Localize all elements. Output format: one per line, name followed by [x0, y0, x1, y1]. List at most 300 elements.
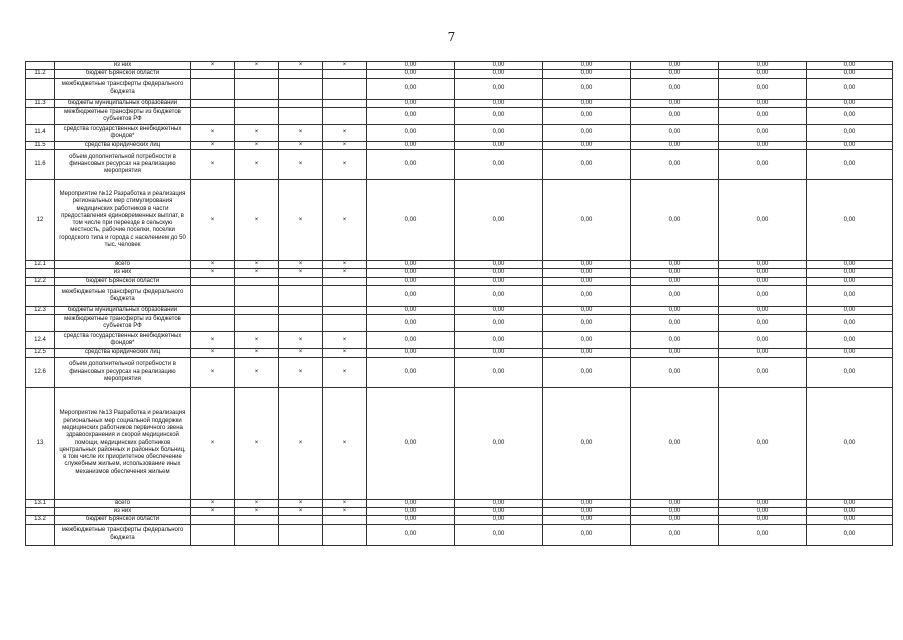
value-cell: 0,00 [807, 524, 893, 545]
value-cell: 0,00 [455, 269, 543, 277]
value-cell: 0,00 [631, 180, 719, 261]
mark-cell: × [279, 141, 323, 149]
mark-cell [279, 286, 323, 307]
value-cell: 0,00 [807, 150, 893, 180]
table-row [26, 332, 893, 349]
value-cell: 0,00 [631, 150, 719, 180]
mark-cell: × [323, 507, 367, 515]
value-cell: 0,00 [367, 507, 455, 515]
value-cell: 0,00 [455, 315, 543, 332]
value-cell: 0,00 [631, 107, 719, 124]
value-cell: 0,00 [719, 387, 807, 499]
mark-cell: × [191, 387, 235, 499]
value-cell: 0,00 [719, 286, 807, 307]
mark-cell [323, 307, 367, 315]
row-description: бюджеты муниципальных образований [55, 99, 191, 107]
table-row [26, 62, 893, 70]
row-description: из них [55, 269, 191, 277]
mark-cell [235, 277, 279, 285]
table-row [26, 315, 893, 332]
mark-cell: × [279, 499, 323, 507]
mark-cell: × [235, 332, 279, 349]
value-cell: 0,00 [543, 141, 631, 149]
value-cell: 0,00 [807, 507, 893, 515]
row-description: средства юридических лиц [55, 141, 191, 149]
value-cell: 0,00 [631, 499, 719, 507]
table-row [26, 70, 893, 78]
value-cell: 0,00 [367, 516, 455, 524]
value-cell: 0,00 [455, 62, 543, 70]
mark-cell: × [323, 62, 367, 70]
value-cell: 0,00 [543, 315, 631, 332]
value-cell: 0,00 [455, 124, 543, 141]
value-cell: 0,00 [367, 332, 455, 349]
value-cell: 0,00 [455, 286, 543, 307]
row-number [26, 62, 55, 70]
table-row [26, 277, 893, 285]
mark-cell: × [279, 180, 323, 261]
value-cell: 0,00 [807, 261, 893, 269]
value-cell: 0,00 [807, 387, 893, 499]
table-row [26, 180, 893, 261]
table-row [26, 349, 893, 357]
mark-cell: × [235, 261, 279, 269]
value-cell: 0,00 [367, 180, 455, 261]
mark-cell: × [191, 349, 235, 357]
value-cell: 0,00 [367, 269, 455, 277]
value-cell: 0,00 [807, 269, 893, 277]
value-cell: 0,00 [631, 524, 719, 545]
value-cell: 0,00 [367, 387, 455, 499]
row-number: 13.1 [26, 499, 55, 507]
value-cell: 0,00 [543, 107, 631, 124]
value-cell: 0,00 [543, 150, 631, 180]
value-cell: 0,00 [543, 286, 631, 307]
row-number [26, 507, 55, 515]
value-cell: 0,00 [807, 286, 893, 307]
value-cell: 0,00 [631, 70, 719, 78]
row-number: 12.5 [26, 349, 55, 357]
value-cell: 0,00 [543, 269, 631, 277]
row-description: Мероприятие №13 Разработка и реализация региональных мер социальной поддержки медицинских работников первичного звена здравоохранения и скорой медицинской помощи, медицинских работников центральных районных и районных больниц, в том числе их приоритетное обеспечение служебным жильем, использование иных механизмов обеспечения жильем [55, 387, 191, 499]
value-cell: 0,00 [455, 499, 543, 507]
value-cell: 0,00 [367, 62, 455, 70]
value-cell: 0,00 [543, 78, 631, 99]
value-cell: 0,00 [807, 124, 893, 141]
page-number: 7 [447, 30, 456, 44]
value-cell: 0,00 [367, 315, 455, 332]
mark-cell [323, 107, 367, 124]
mark-cell: × [323, 150, 367, 180]
mark-cell [191, 107, 235, 124]
value-cell: 0,00 [543, 524, 631, 545]
value-cell: 0,00 [807, 516, 893, 524]
table-row [26, 387, 893, 499]
value-cell: 0,00 [543, 332, 631, 349]
table-row [26, 507, 893, 515]
value-cell: 0,00 [719, 107, 807, 124]
row-description: бюджеты муниципальных образований [55, 307, 191, 315]
mark-cell [279, 107, 323, 124]
mark-cell: × [323, 141, 367, 149]
mark-cell: × [191, 124, 235, 141]
value-cell: 0,00 [455, 524, 543, 545]
row-description: межбюджетные трансферты федерального бюджета [55, 78, 191, 99]
value-cell: 0,00 [367, 70, 455, 78]
value-cell: 0,00 [367, 349, 455, 357]
value-cell: 0,00 [543, 180, 631, 261]
value-cell: 0,00 [719, 78, 807, 99]
table-row [26, 524, 893, 545]
mark-cell [235, 315, 279, 332]
row-description: всего [55, 261, 191, 269]
table-row [26, 357, 893, 387]
mark-cell [279, 70, 323, 78]
value-cell: 0,00 [543, 99, 631, 107]
value-cell: 0,00 [543, 70, 631, 78]
value-cell: 0,00 [543, 261, 631, 269]
mark-cell: × [323, 180, 367, 261]
mark-cell: × [235, 62, 279, 70]
table-body [26, 62, 893, 546]
value-cell: 0,00 [807, 78, 893, 99]
mark-cell: × [323, 124, 367, 141]
mark-cell [279, 524, 323, 545]
value-cell: 0,00 [455, 261, 543, 269]
value-cell: 0,00 [631, 62, 719, 70]
value-cell: 0,00 [455, 387, 543, 499]
value-cell: 0,00 [543, 516, 631, 524]
row-number: 11.6 [26, 150, 55, 180]
value-cell: 0,00 [631, 507, 719, 515]
mark-cell [235, 78, 279, 99]
mark-cell: × [191, 357, 235, 387]
mark-cell [235, 524, 279, 545]
value-cell: 0,00 [455, 357, 543, 387]
mark-cell: × [279, 357, 323, 387]
value-cell: 0,00 [719, 357, 807, 387]
mark-cell: × [235, 150, 279, 180]
mark-cell [323, 524, 367, 545]
value-cell: 0,00 [543, 499, 631, 507]
mark-cell: × [323, 261, 367, 269]
value-cell: 0,00 [543, 357, 631, 387]
value-cell: 0,00 [543, 124, 631, 141]
value-cell: 0,00 [455, 150, 543, 180]
value-cell: 0,00 [631, 307, 719, 315]
value-cell: 0,00 [455, 107, 543, 124]
value-cell: 0,00 [367, 78, 455, 99]
row-description: объем дополнительной потребности в финансовых ресурсах на реализацию мероприятия [55, 357, 191, 387]
mark-cell: × [235, 357, 279, 387]
mark-cell: × [279, 150, 323, 180]
value-cell: 0,00 [367, 150, 455, 180]
table-row [26, 261, 893, 269]
value-cell: 0,00 [367, 261, 455, 269]
mark-cell [191, 286, 235, 307]
mark-cell [191, 524, 235, 545]
mark-cell [191, 99, 235, 107]
value-cell: 0,00 [807, 107, 893, 124]
value-cell: 0,00 [631, 78, 719, 99]
value-cell: 0,00 [719, 277, 807, 285]
mark-cell: × [279, 507, 323, 515]
row-number: 12.6 [26, 357, 55, 387]
mark-cell: × [279, 124, 323, 141]
mark-cell: × [235, 507, 279, 515]
mark-cell: × [323, 387, 367, 499]
value-cell: 0,00 [631, 357, 719, 387]
value-cell: 0,00 [719, 315, 807, 332]
value-cell: 0,00 [631, 286, 719, 307]
row-description: Мероприятие №12 Разработка и реализация региональных мер стимулирования медицинских работников в части предоставления единовременных выплат, в том числе при переезде в сельскую местность, рабочие поселки, поселки городского типа и города с населением до 50 тыс. человек [55, 180, 191, 261]
value-cell: 0,00 [367, 141, 455, 149]
mark-cell [323, 70, 367, 78]
value-cell: 0,00 [367, 286, 455, 307]
value-cell: 0,00 [631, 124, 719, 141]
mark-cell [323, 516, 367, 524]
row-description: межбюджетные трансферты федерального бюджета [55, 524, 191, 545]
table-row [26, 286, 893, 307]
table-row [26, 516, 893, 524]
value-cell: 0,00 [455, 180, 543, 261]
mark-cell [279, 307, 323, 315]
value-cell: 0,00 [367, 307, 455, 315]
row-number: 11.5 [26, 141, 55, 149]
value-cell: 0,00 [719, 516, 807, 524]
value-cell: 0,00 [455, 78, 543, 99]
mark-cell: × [191, 332, 235, 349]
row-number: 11.2 [26, 70, 55, 78]
table-row [26, 107, 893, 124]
row-number [26, 286, 55, 307]
row-number: 12.4 [26, 332, 55, 349]
value-cell: 0,00 [631, 332, 719, 349]
value-cell: 0,00 [807, 70, 893, 78]
value-cell: 0,00 [631, 349, 719, 357]
value-cell: 0,00 [631, 141, 719, 149]
value-cell: 0,00 [719, 524, 807, 545]
mark-cell: × [279, 349, 323, 357]
value-cell: 0,00 [543, 349, 631, 357]
row-number [26, 524, 55, 545]
mark-cell [235, 286, 279, 307]
value-cell: 0,00 [807, 315, 893, 332]
mark-cell: × [191, 180, 235, 261]
mark-cell [279, 277, 323, 285]
row-number: 11.3 [26, 99, 55, 107]
mark-cell [191, 78, 235, 99]
mark-cell: × [235, 141, 279, 149]
value-cell: 0,00 [543, 387, 631, 499]
row-number: 13 [26, 387, 55, 499]
mark-cell: × [191, 499, 235, 507]
value-cell: 0,00 [455, 332, 543, 349]
table-row [26, 307, 893, 315]
value-cell: 0,00 [807, 62, 893, 70]
value-cell: 0,00 [719, 141, 807, 149]
row-description: бюджет Брянской области [55, 516, 191, 524]
row-description: из них [55, 62, 191, 70]
mark-cell [191, 70, 235, 78]
mark-cell [235, 307, 279, 315]
value-cell: 0,00 [455, 70, 543, 78]
value-cell: 0,00 [807, 180, 893, 261]
value-cell: 0,00 [631, 387, 719, 499]
mark-cell [191, 315, 235, 332]
mark-cell: × [279, 261, 323, 269]
value-cell: 0,00 [807, 307, 893, 315]
value-cell: 0,00 [807, 99, 893, 107]
value-cell: 0,00 [719, 62, 807, 70]
row-description: из них [55, 507, 191, 515]
table-row [26, 499, 893, 507]
mark-cell: × [191, 141, 235, 149]
row-number [26, 269, 55, 277]
mark-cell [323, 78, 367, 99]
mark-cell: × [279, 387, 323, 499]
mark-cell [279, 78, 323, 99]
value-cell: 0,00 [719, 70, 807, 78]
mark-cell [191, 277, 235, 285]
value-cell: 0,00 [631, 269, 719, 277]
value-cell: 0,00 [719, 180, 807, 261]
value-cell: 0,00 [455, 99, 543, 107]
mark-cell [323, 315, 367, 332]
row-number: 11.4 [26, 124, 55, 141]
value-cell: 0,00 [543, 62, 631, 70]
value-cell: 0,00 [631, 99, 719, 107]
value-cell: 0,00 [455, 141, 543, 149]
value-cell: 0,00 [719, 499, 807, 507]
mark-cell [235, 516, 279, 524]
mark-cell: × [323, 357, 367, 387]
mark-cell: × [323, 349, 367, 357]
row-description: бюджет Брянской области [55, 277, 191, 285]
mark-cell [323, 99, 367, 107]
row-number: 12.2 [26, 277, 55, 285]
value-cell: 0,00 [631, 261, 719, 269]
table-row [26, 269, 893, 277]
mark-cell: × [235, 124, 279, 141]
row-number: 12 [26, 180, 55, 261]
mark-cell: × [191, 62, 235, 70]
value-cell: 0,00 [367, 524, 455, 545]
table-row [26, 99, 893, 107]
value-cell: 0,00 [719, 99, 807, 107]
value-cell: 0,00 [543, 507, 631, 515]
mark-cell [323, 286, 367, 307]
value-cell: 0,00 [367, 107, 455, 124]
mark-cell: × [191, 269, 235, 277]
row-number [26, 315, 55, 332]
value-cell: 0,00 [807, 349, 893, 357]
value-cell: 0,00 [631, 516, 719, 524]
mark-cell: × [279, 332, 323, 349]
row-description: средства государственных внебюджетных фондов* [55, 332, 191, 349]
value-cell: 0,00 [631, 315, 719, 332]
row-description: межбюджетные трансферты из бюджетов субъектов РФ [55, 107, 191, 124]
mark-cell: × [323, 332, 367, 349]
mark-cell: × [191, 507, 235, 515]
row-description: межбюджетные трансферты федерального бюджета [55, 286, 191, 307]
value-cell: 0,00 [807, 357, 893, 387]
mark-cell [235, 107, 279, 124]
mark-cell: × [279, 269, 323, 277]
value-cell: 0,00 [719, 150, 807, 180]
value-cell: 0,00 [367, 124, 455, 141]
value-cell: 0,00 [631, 277, 719, 285]
financing-table [25, 61, 893, 546]
mark-cell: × [235, 349, 279, 357]
value-cell: 0,00 [807, 277, 893, 285]
mark-cell [279, 516, 323, 524]
mark-cell: × [323, 499, 367, 507]
mark-cell [279, 315, 323, 332]
row-description: всего [55, 499, 191, 507]
row-number [26, 78, 55, 99]
value-cell: 0,00 [807, 499, 893, 507]
row-number: 13.2 [26, 516, 55, 524]
mark-cell: × [235, 499, 279, 507]
mark-cell [191, 307, 235, 315]
value-cell: 0,00 [543, 277, 631, 285]
row-description: средства юридических лиц [55, 349, 191, 357]
value-cell: 0,00 [455, 277, 543, 285]
value-cell: 0,00 [455, 307, 543, 315]
value-cell: 0,00 [719, 307, 807, 315]
mark-cell [279, 99, 323, 107]
value-cell: 0,00 [719, 124, 807, 141]
mark-cell [235, 99, 279, 107]
value-cell: 0,00 [719, 332, 807, 349]
mark-cell: × [235, 180, 279, 261]
table-row [26, 124, 893, 141]
value-cell: 0,00 [719, 507, 807, 515]
mark-cell [235, 70, 279, 78]
row-number [26, 107, 55, 124]
row-description: бюджет Брянской области [55, 70, 191, 78]
value-cell: 0,00 [719, 349, 807, 357]
value-cell: 0,00 [367, 277, 455, 285]
mark-cell: × [191, 261, 235, 269]
value-cell: 0,00 [367, 99, 455, 107]
value-cell: 0,00 [543, 307, 631, 315]
row-description: межбюджетные трансферты из бюджетов субъектов РФ [55, 315, 191, 332]
mark-cell [191, 516, 235, 524]
table-row [26, 141, 893, 149]
row-number: 12.3 [26, 307, 55, 315]
mark-cell: × [323, 269, 367, 277]
mark-cell: × [235, 269, 279, 277]
row-description: объем дополнительной потребности в финансовых ресурсах на реализацию мероприятия [55, 150, 191, 180]
table-row [26, 150, 893, 180]
mark-cell: × [191, 150, 235, 180]
value-cell: 0,00 [455, 516, 543, 524]
value-cell: 0,00 [807, 141, 893, 149]
value-cell: 0,00 [367, 499, 455, 507]
table-row [26, 78, 893, 99]
mark-cell: × [279, 62, 323, 70]
value-cell: 0,00 [807, 332, 893, 349]
value-cell: 0,00 [455, 507, 543, 515]
mark-cell [323, 277, 367, 285]
mark-cell: × [235, 387, 279, 499]
row-number: 12.1 [26, 261, 55, 269]
value-cell: 0,00 [719, 269, 807, 277]
value-cell: 0,00 [367, 357, 455, 387]
value-cell: 0,00 [455, 349, 543, 357]
